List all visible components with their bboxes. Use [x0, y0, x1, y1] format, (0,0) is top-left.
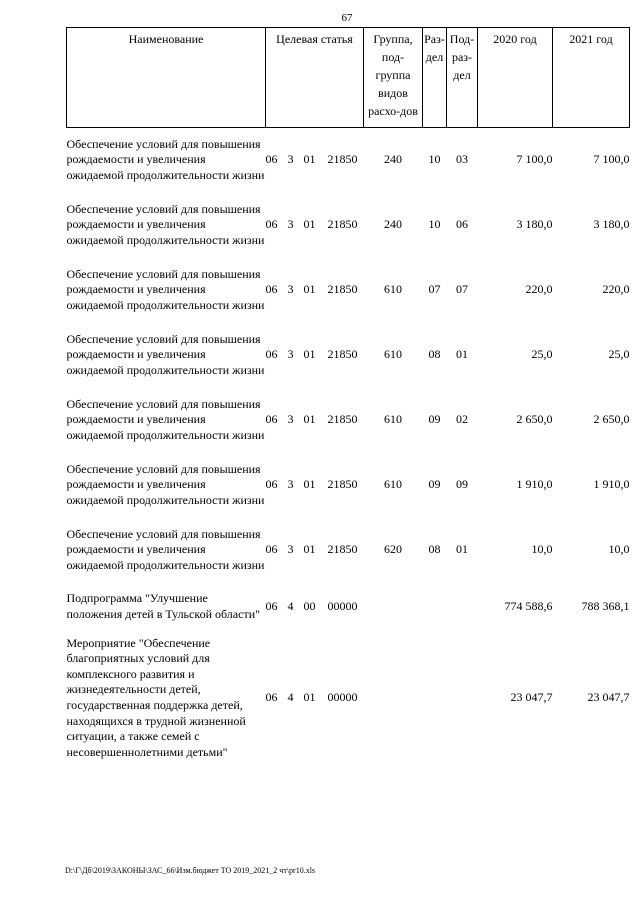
- podrazdel-code: 07: [456, 282, 468, 297]
- code-part: 3: [287, 542, 294, 557]
- amount-2020: 2 650,0: [516, 412, 553, 427]
- amount-2021: 1 910,0: [593, 477, 630, 492]
- code-part: 3: [287, 347, 294, 362]
- code-part: 3: [287, 152, 294, 167]
- budget-table: [66, 27, 630, 765]
- code-part: 06: [265, 347, 278, 362]
- code-part: 21850: [327, 152, 358, 167]
- code-part: 3: [287, 477, 294, 492]
- podrazdel-code: 09: [456, 477, 468, 492]
- amount-2020: 25,0: [531, 347, 553, 362]
- page-number: 67: [341, 12, 353, 24]
- code-part: 01: [303, 412, 316, 427]
- code-part: 21850: [327, 347, 358, 362]
- amount-2021: 10,0: [608, 542, 630, 557]
- table-header-row: [67, 28, 630, 128]
- razdel-code: 09: [428, 477, 441, 492]
- amount-2020: 1 910,0: [516, 477, 553, 492]
- target-code: [266, 632, 364, 765]
- amount-2021: 7 100,0: [593, 152, 630, 167]
- code-part: 01: [303, 347, 316, 362]
- header-2020: 2020 год: [478, 28, 553, 128]
- code-part: 3: [287, 412, 294, 427]
- amount-2021: 2 650,0: [593, 412, 630, 427]
- code-part: 21850: [327, 282, 358, 297]
- razdel-code: [423, 583, 447, 632]
- group-code: 240: [384, 217, 402, 232]
- header-target: Целевая статья: [266, 28, 364, 128]
- row-name: Подпрограмма "Улучшение положения детей в Тульской области": [66, 591, 261, 621]
- group-code: 610: [384, 282, 402, 297]
- code-part: 06: [265, 152, 278, 167]
- target-code: [266, 518, 364, 583]
- target-code: [266, 128, 364, 193]
- group-code: [364, 632, 423, 765]
- amount-2020: 7 100,0: [516, 152, 553, 167]
- code-part: 06: [265, 477, 278, 492]
- razdel-code: 10: [428, 217, 441, 232]
- razdel-code: 08: [428, 542, 441, 557]
- table-row: [67, 258, 630, 323]
- table-row: [67, 518, 630, 583]
- row-name: Мероприятие "Обеспечение благоприятных условий для комплексного развития и жизнедеятельности детей, государственная поддержка детей, находящихся в трудной жизненной ситуации, а также семей с несовершеннолетними детьми": [66, 635, 246, 759]
- row-name: Обеспечение условий для повышения рождаемости и увеличения ожидаемой продолжительности жизни: [66, 201, 265, 247]
- podrazdel-code: [447, 632, 478, 765]
- header-2021: 2021 год: [553, 28, 630, 128]
- header-podrazdel: Под-раз-дел: [447, 28, 478, 128]
- code-part: 01: [303, 542, 316, 557]
- target-code: [266, 453, 364, 518]
- table-row: [67, 193, 630, 258]
- amount-2020: 10,0: [531, 542, 553, 557]
- code-part: 00000: [327, 690, 358, 705]
- target-code: [266, 258, 364, 323]
- code-part: 06: [265, 542, 278, 557]
- razdel-code: [423, 632, 447, 765]
- code-part: 01: [303, 477, 316, 492]
- table-row: [67, 128, 630, 193]
- code-part: 4: [287, 599, 294, 614]
- code-part: 06: [265, 690, 278, 705]
- header-name: Наименование: [67, 28, 266, 128]
- row-name: Обеспечение условий для повышения рождаемости и увеличения ожидаемой продолжительности жизни: [66, 526, 265, 572]
- group-code: 240: [384, 152, 402, 167]
- row-name: Обеспечение условий для повышения рождаемости и увеличения ожидаемой продолжительности жизни: [66, 461, 265, 507]
- amount-2021: 788 368,1: [581, 599, 630, 614]
- code-part: 01: [303, 690, 316, 705]
- code-part: 21850: [327, 542, 358, 557]
- table-row: [67, 323, 630, 388]
- amount-2020: 774 588,6: [504, 599, 553, 614]
- razdel-code: 08: [428, 347, 441, 362]
- table-row: [67, 453, 630, 518]
- amount-2020: 3 180,0: [516, 217, 553, 232]
- row-name: Обеспечение условий для повышения рождаемости и увеличения ожидаемой продолжительности жизни: [66, 396, 265, 442]
- file-path-footer: D:\Г\Дб\2019\ЗАКОНЫ\ЗАС_66\Изм.бюджет ТО 2019_2021_2 чт\pr10.xls: [65, 866, 316, 875]
- target-code: [266, 388, 364, 453]
- group-code: 610: [384, 412, 402, 427]
- table-row: [67, 583, 630, 632]
- header-group: Группа, под-группа видов расхо-дов: [364, 28, 423, 128]
- podrazdel-code: 01: [456, 347, 468, 362]
- code-part: 21850: [327, 412, 358, 427]
- amount-2020: 220,0: [525, 282, 553, 297]
- code-part: 06: [265, 599, 278, 614]
- code-part: 21850: [327, 217, 358, 232]
- target-code: [266, 193, 364, 258]
- group-code: 610: [384, 477, 402, 492]
- amount-2021: 220,0: [602, 282, 630, 297]
- target-code: [266, 323, 364, 388]
- row-name: Обеспечение условий для повышения рождаемости и увеличения ожидаемой продолжительности жизни: [66, 266, 265, 312]
- code-part: 01: [303, 282, 316, 297]
- code-part: 01: [303, 152, 316, 167]
- code-part: 3: [287, 282, 294, 297]
- amount-2020: 23 047,7: [510, 690, 553, 705]
- group-code: 610: [384, 347, 402, 362]
- amount-2021: 3 180,0: [593, 217, 630, 232]
- podrazdel-code: 01: [456, 542, 468, 557]
- code-part: 21850: [327, 477, 358, 492]
- amount-2021: 25,0: [608, 347, 630, 362]
- code-part: 4: [287, 690, 294, 705]
- table-row: [67, 632, 630, 765]
- razdel-code: 07: [428, 282, 441, 297]
- razdel-code: 10: [428, 152, 441, 167]
- code-part: 06: [265, 282, 278, 297]
- table-row: [67, 388, 630, 453]
- group-code: 620: [384, 542, 402, 557]
- podrazdel-code: [447, 583, 478, 632]
- target-code: [266, 583, 364, 632]
- amount-2021: 23 047,7: [587, 690, 630, 705]
- podrazdel-code: 03: [456, 152, 468, 167]
- group-code: [364, 583, 423, 632]
- code-part: 06: [265, 412, 278, 427]
- razdel-code: 09: [428, 412, 441, 427]
- code-part: 00: [303, 599, 316, 614]
- header-razdel: Раз-дел: [423, 28, 447, 128]
- code-part: 06: [265, 217, 278, 232]
- code-part: 00000: [327, 599, 358, 614]
- podrazdel-code: 02: [456, 412, 468, 427]
- code-part: 3: [287, 217, 294, 232]
- code-part: 01: [303, 217, 316, 232]
- row-name: Обеспечение условий для повышения рождаемости и увеличения ожидаемой продолжительности жизни: [66, 331, 265, 377]
- row-name: Обеспечение условий для повышения рождаемости и увеличения ожидаемой продолжительности жизни: [66, 136, 265, 183]
- podrazdel-code: 06: [456, 217, 468, 232]
